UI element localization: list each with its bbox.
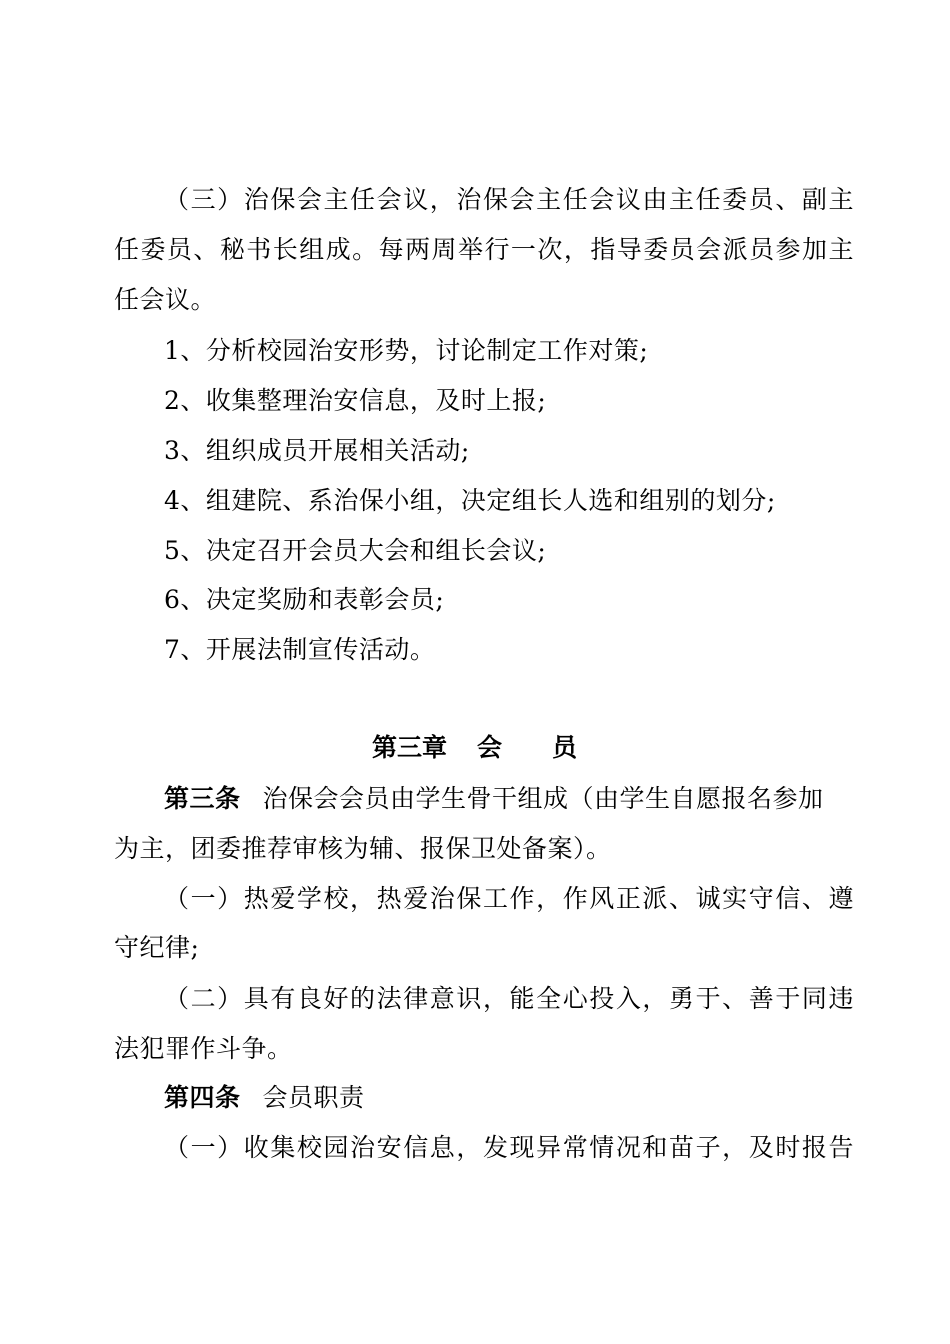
list-item: 7、开展法制宣传活动。	[164, 635, 436, 664]
paragraph-line: 法犯罪作斗争。	[114, 1034, 293, 1063]
list-item: 6、决定奖励和表彰会员;	[164, 585, 445, 614]
paragraph-line: 任委员、秘书长组成。每两周举行一次，指导委员会派员参加主	[114, 235, 854, 264]
article-line	[164, 782, 854, 816]
paragraph-line: 任会议。	[114, 285, 217, 314]
paragraph-line: （一）收集校园治安信息，发现异常情况和苗子，及时报告	[164, 1133, 854, 1162]
article-text: 会员职责	[262, 1083, 365, 1112]
list-item: 2、收集整理治安信息，及时上报;	[164, 386, 547, 415]
article-text: 治保会会员由学生骨干组成（由学生自愿报名参加	[262, 784, 824, 813]
list-item: 1、分析校园治安形势，讨论制定工作对策;	[164, 336, 649, 365]
paragraph-line: （一）热爱学校，热爱治保工作，作风正派、诚实守信、遵	[164, 884, 854, 913]
paragraph-line: 守纪律;	[114, 933, 200, 962]
paragraph-line: （三）治保会主任会议，治保会主任会议由主任委员、副主	[164, 185, 854, 214]
list-item: 4、组建院、系治保小组，决定组长人选和组别的划分;	[164, 486, 776, 515]
chapter-heading-char-1: 会	[477, 733, 503, 762]
chapter-heading	[372, 731, 577, 765]
chapter-heading-number: 第三章	[372, 733, 448, 762]
list-item: 3、组织成员开展相关活动;	[164, 436, 470, 465]
paragraph-line: 为主，团委推荐审核为辅、报保卫处备案）。	[114, 834, 612, 863]
chapter-heading-char-2: 员	[552, 733, 578, 762]
list-item: 5、决定召开会员大会和组长会议;	[164, 536, 547, 565]
article-title: 第四条	[164, 1083, 241, 1112]
article-line	[164, 1081, 854, 1115]
article-title: 第三条	[164, 784, 241, 813]
paragraph-line: （二）具有良好的法律意识，能全心投入，勇于、善于同违	[164, 984, 854, 1013]
